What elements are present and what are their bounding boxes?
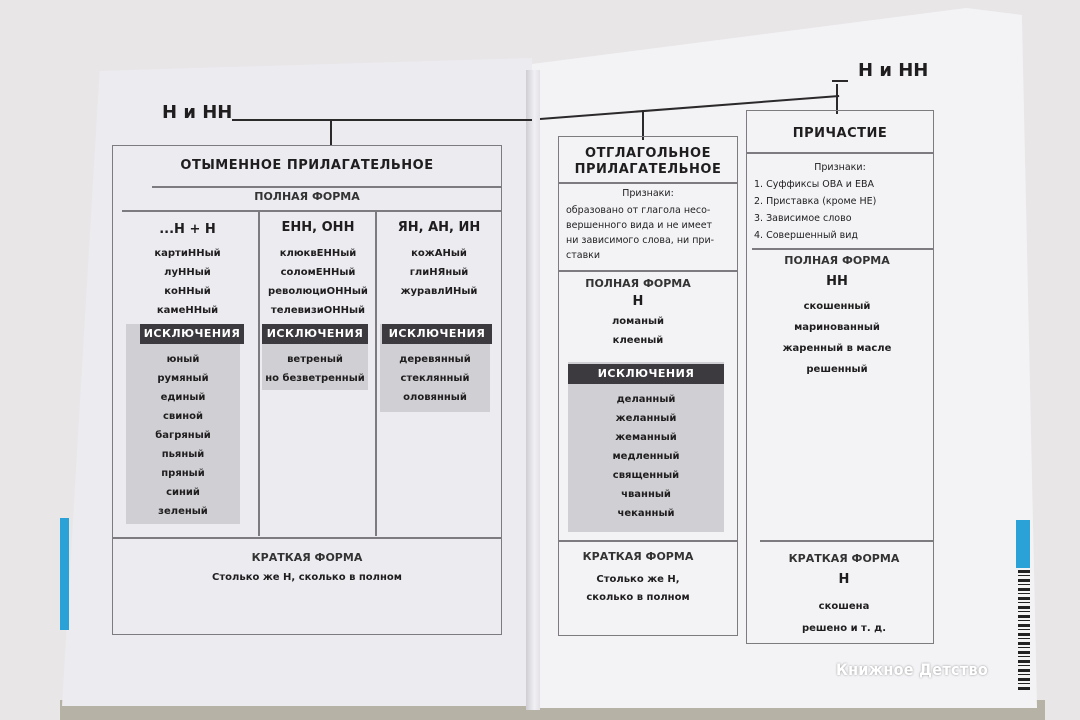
divider [112,537,502,539]
list-item: решенный [806,364,868,375]
list-item: журавлИНый [400,286,478,297]
list-item: деланный [616,394,676,405]
letter-n: Н [838,572,850,587]
connector-left [330,120,332,146]
divider [558,540,738,542]
short-form-label: КРАТКАЯ ФОРМА [582,550,694,563]
publisher-watermark: Книжное Детство [836,660,989,679]
text-line: вершенного вида и не имеет [566,220,713,231]
divider [746,152,934,154]
letter-n: Н [632,294,644,309]
divider [760,540,934,542]
divider [558,182,738,184]
barcode [1018,570,1030,690]
list-item: зеленый [158,506,208,517]
word-list [558,312,718,350]
list-item: деревянный [399,354,471,365]
title-rule-left [232,119,532,121]
list-item: ветреный [287,354,343,365]
list-item: румяный [157,373,209,384]
suffix-yan-an-in: ЯН, АН, ИН [397,220,481,235]
verbal-signs-text [566,203,734,263]
list-item: пьяный [161,449,205,460]
left-page-title: Н и НН [162,102,233,123]
list-item: маринованный [794,322,880,333]
list-item: стеклянный [400,373,470,384]
short-form-label: КРАТКАЯ ФОРМА [788,552,900,565]
full-form-label: ПОЛНАЯ ФОРМА [254,190,360,203]
text-line: ни зависимого слова, ни при- [566,235,715,246]
participle-signs-list [754,176,930,244]
list-item: жеманный [615,432,677,443]
participle-heading: ПРИЧАСТИЕ [792,126,888,141]
text-line: ставки [566,250,601,261]
exceptions-label: ИСКЛЮЧЕНИЯ [140,324,244,344]
list-item: камеННый [156,305,219,316]
list-item: решено и т. д. [801,623,887,634]
letter-nn: НН [826,274,848,289]
list-item: единый [160,392,206,403]
list-item: революциОННый [268,286,368,297]
divider [152,186,502,188]
full-form-label: ПОЛНАЯ ФОРМА [585,277,691,290]
list-item: луННый [164,267,211,278]
list-item: жаренный в масле [782,343,892,354]
column-divider [375,211,377,536]
list-item: 3. Зависимое слово [754,213,852,224]
list-item: 2. Приставка (кроме НЕ) [754,196,877,207]
list-item: свиной [162,411,204,422]
right-page-title: Н и НН [858,60,929,81]
list-item: чеканный [617,508,675,519]
list-item: глиНЯный [409,267,469,278]
blue-tab-left [60,518,69,630]
list-item: скошенный [803,301,871,312]
list-item: 1. Суффиксы ОВА и ЕВА [754,179,874,190]
list-item: 4. Совершенный вид [754,230,858,241]
book-gutter [526,70,540,710]
short-form-text: Столько же Н, сколько в полном [212,572,402,583]
column-divider [258,211,260,536]
exceptions-label: ИСКЛЮЧЕНИЯ [262,324,368,344]
list-item: но безветренный [265,373,365,384]
list-item: оловянный [403,392,467,403]
short-form-text: сколько в полном [586,592,690,603]
title-rule-right [832,80,848,82]
short-form-text: Столько же Н, [596,574,680,585]
denominal-adjective-heading: ОТЫМЕННОЕ ПРИЛАГАТЕЛЬНОЕ [180,158,434,173]
list-item: пряный [161,468,205,479]
list-item: кожАНый [411,248,467,259]
exceptions-list [568,390,724,523]
participle-signs-label: Признаки: [814,162,866,173]
list-item: соломЕННый [280,267,356,278]
list-item: скошена [818,601,870,612]
list-item: коННый [164,286,211,297]
word-list [760,596,928,640]
list-item: картиННый [154,248,221,259]
list-item: священный [612,470,680,481]
exceptions-label: ИСКЛЮЧЕНИЯ [568,364,724,384]
text-line: образовано от глагола несо- [566,205,711,216]
divider [122,210,502,212]
suffix-enn-onn: ЕНН, ОНН [281,220,355,235]
list-item: медленный [612,451,680,462]
word-list [262,244,374,320]
list-item: клюквЕННый [279,248,357,259]
list-item: ломаный [611,316,665,327]
suffix-n-plus-n: ...Н + Н [159,222,216,237]
list-item: чванный [621,489,671,500]
full-form-label: ПОЛНАЯ ФОРМА [784,254,890,267]
word-list [380,244,498,301]
list-item: юный [166,354,200,365]
blue-tab-right [1016,520,1030,568]
list-item: багряный [155,430,211,441]
divider [752,248,934,250]
word-list [130,244,245,320]
list-item: клееный [612,335,664,346]
verbal-adjective-heading-line-1: ОТГЛАГОЛЬНОЕ [585,146,711,161]
exceptions-label: ИСКЛЮЧЕНИЯ [382,324,492,344]
divider [558,270,738,272]
list-item: синий [166,487,200,498]
short-form-label: КРАТКАЯ ФОРМА [251,551,363,564]
list-item: желанный [615,413,677,424]
exceptions-list [262,350,368,388]
list-item: телевизиОННый [270,305,366,316]
exceptions-list [380,350,490,407]
verbal-signs-label: Признаки: [622,188,674,199]
verbal-adjective-heading-line-2: ПРИЛАГАТЕЛЬНОЕ [574,162,722,177]
word-list [752,296,922,380]
exceptions-list [126,350,240,521]
